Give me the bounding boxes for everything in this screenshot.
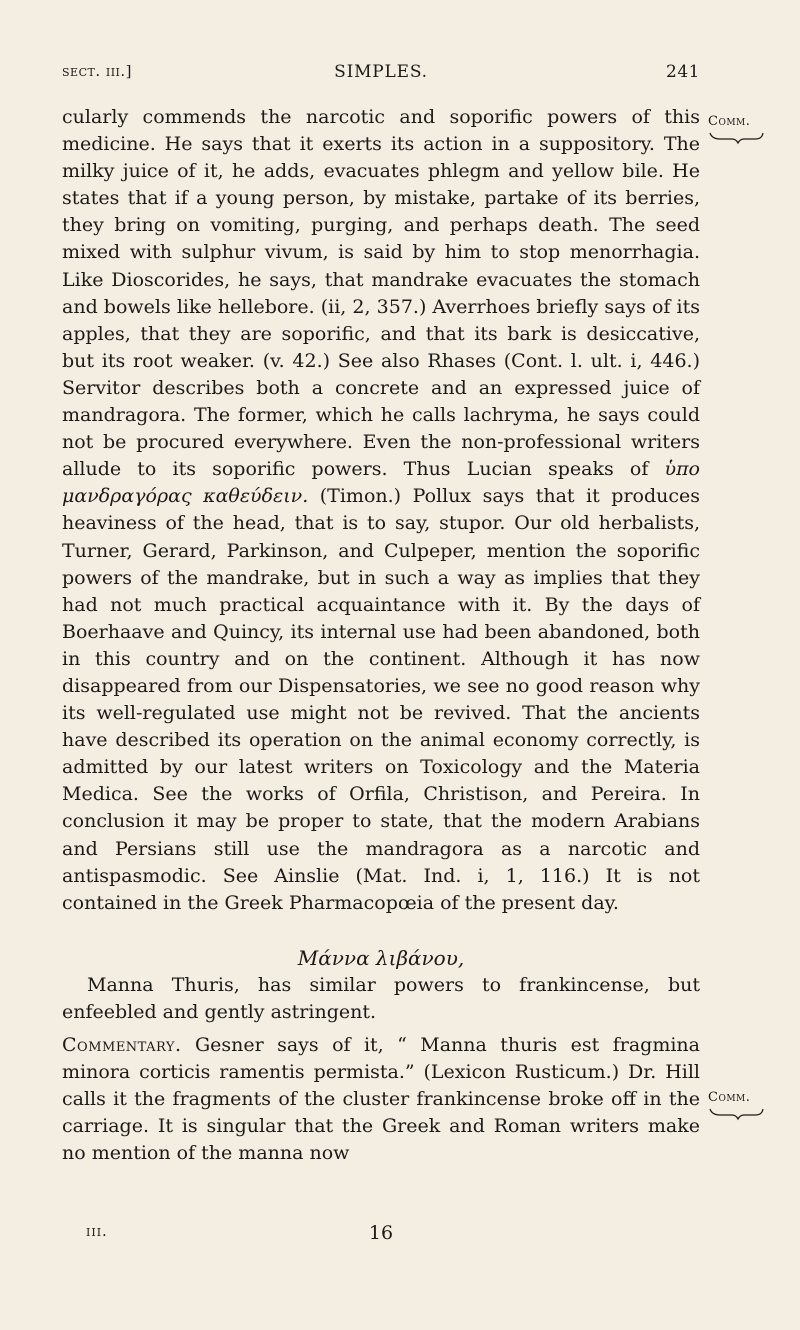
spacer [62, 917, 700, 945]
page-footer [62, 1222, 700, 1250]
brace-icon [708, 131, 764, 145]
commentary-label: Commentary. [62, 1034, 182, 1056]
paragraph-manna: Manna Thuris, has similar powers to frankincense, but enfeebled and gently astringent. [62, 973, 700, 1023]
running-title: SIMPLES. [334, 62, 428, 82]
entry-heading: Μάννα λιβάνου, [297, 945, 465, 970]
running-header [62, 62, 700, 88]
margin-note-label: Comm. [708, 114, 751, 129]
brace-icon [708, 1107, 764, 1121]
paragraph-mandragora [62, 104, 700, 917]
margin-note-comm-2 [708, 1090, 800, 1121]
margin-note-comm [708, 114, 800, 145]
margin-note-label: Comm. [708, 1090, 751, 1105]
signature-mark: iii. [86, 1222, 108, 1240]
paragraph-text: Gesner says of it, “ Manna thuris est fragmina minora corticis ramentis permista.” (Lexicon Rusticum.) Dr. Hill calls it the fragments of the cluster frankincense broke off in the carriage. It is singular that the Greek and Roman writers make no mention of the manna now [62, 1034, 700, 1165]
sheet-number: 16 [368, 1222, 394, 1244]
paragraph-text: (Timon.) Pollux says that it produces heaviness of the head, that is to say, stupor. Our old herbalists, Turner, Gerard, Parkinson, and Culpeper, mention the soporific powers of the mandrake, but in such a way as implies that they had not much practical acquaintance with it. By the days of Boerhaave and Quincy, its internal use had been abandoned, both in this country and on the continent. Although it has now disappeared from our Dispensatories, we see no good reason why its well-regulated use might not be revived. That the ancients have described its operation on the animal economy correctly, is admitted by our latest writers on Toxicology and the Materia Medica. See the works of Orfila, Christison, and Pereira. In conclusion it may be proper to state, that the modern Arabians and Persians still use the mandragora as a narcotic and antispasmodic. See Ainslie (Mat. Ind. i, 1, 116.) It is not contained in the Greek Pharmacopœia of the present day. [62, 485, 700, 914]
section-label: sect. iii.] [62, 62, 133, 80]
body-text [62, 104, 700, 1167]
paragraph-commentary [62, 1032, 700, 1167]
greek-quote: ὑπο μανδραγόρας καθεύδειν. [62, 458, 700, 508]
page-number: 241 [666, 62, 700, 82]
paragraph-text: cularly commends the narcotic and soporific powers of this medicine. He says that it exerts its action in a suppository. The milky juice of it, he adds, evacuates phlegm and yellow bile. He states that if a young person, by mistake, partake of its berries, they bring on vomiting, purging, and perhaps death. The seed mixed with sulphur vivum, is said by him to stop menorrhagia. Like Dioscorides, he says, that mandrake evacuates the stomach and bowels like hellebore. (ii, 2, 357.) Averrhoes briefly says of its apples, that they are soporific, and that its bark is desiccative, but its root weaker. (v. 42.) See also Rhases (Cont. l. ult. i, 446.) Servitor describes both a concrete and an expressed juice of mandragora. The former, which he calls lachryma, he says could not be procured everywhere. Even the non-professional writers allude to its soporific powers. Thus Lucian speaks of [62, 106, 700, 481]
